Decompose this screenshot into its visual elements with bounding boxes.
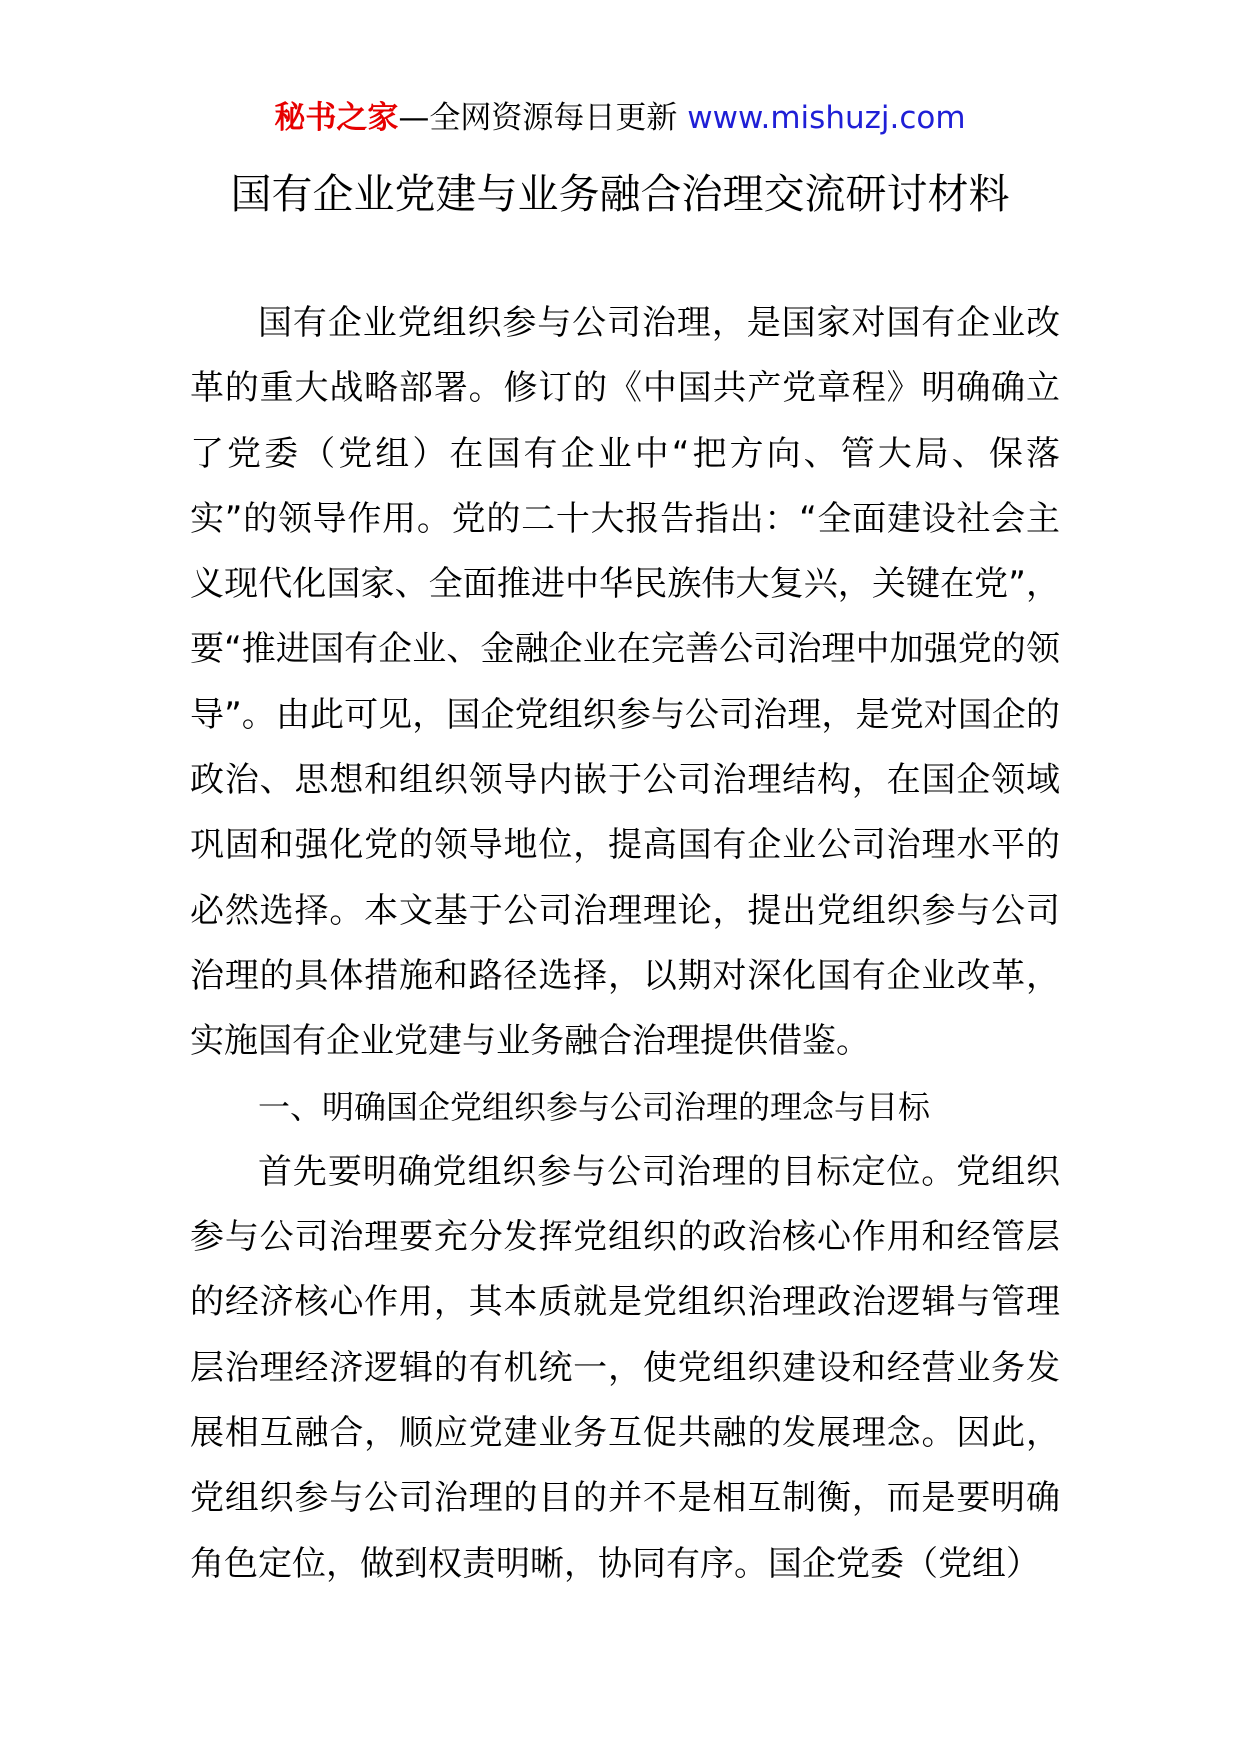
brand-name: 秘书之家: [274, 100, 399, 136]
paragraph-section-1: 首先要明确党组织参与公司治理的目标定位。党组织参与公司治理要充分发挥党组织的政治核心作用和经管层的经济核心作用，其本质就是党组织治理政治逻辑与管理层治理经济逻辑的有机统一，使党组织建设和经营业务发展相互融合，顺应党建业务互促共融的发展理念。因此，党组织参与公司治理的目的并不是相互制衡，而是要明确角色定位，做到权责明晰，协同有序。国企党委（党组）: [190, 1151, 1060, 1584]
document-title: 国有企业党建与业务融合治理交流研讨材料: [230, 170, 1010, 218]
paragraph-intro: 国有企业党组织参与公司治理，是国家对国有企业改革的重大战略部署。修订的《中国共产党章程》明确确立了党委（党组）在国有企业中“把方向、管大局、保落实”的领导作用。党的二十大报告指出：“全面建设社会主义现代化国家、全面推进中华民族伟大复兴，关键在党”，要“推进国有企业、金融企业在完善公司治理中加强党的领导”。由此可见，国企党组织参与公司治理，是党对国企的政治、思想和组织领导内嵌于公司治理结构，在国企领域巩固和强化党的领导地位，提高国有企业公司治理水平的必然选择。本文基于公司治理理论，提出党组织参与公司治理的具体措施和路径选择，以期对深化国有企业改革，实施国有企业党建与业务融合治理提供借鉴。: [190, 303, 1060, 1062]
site-header: [0, 98, 1240, 138]
site-url-link[interactable]: www.mishuzj.com: [687, 100, 966, 136]
brand-tagline: —全网资源每日更新: [398, 100, 678, 136]
section-heading-1: 一、明确国企党组织参与公司治理的理念与目标: [258, 1087, 931, 1126]
document-body: [190, 291, 1060, 1597]
